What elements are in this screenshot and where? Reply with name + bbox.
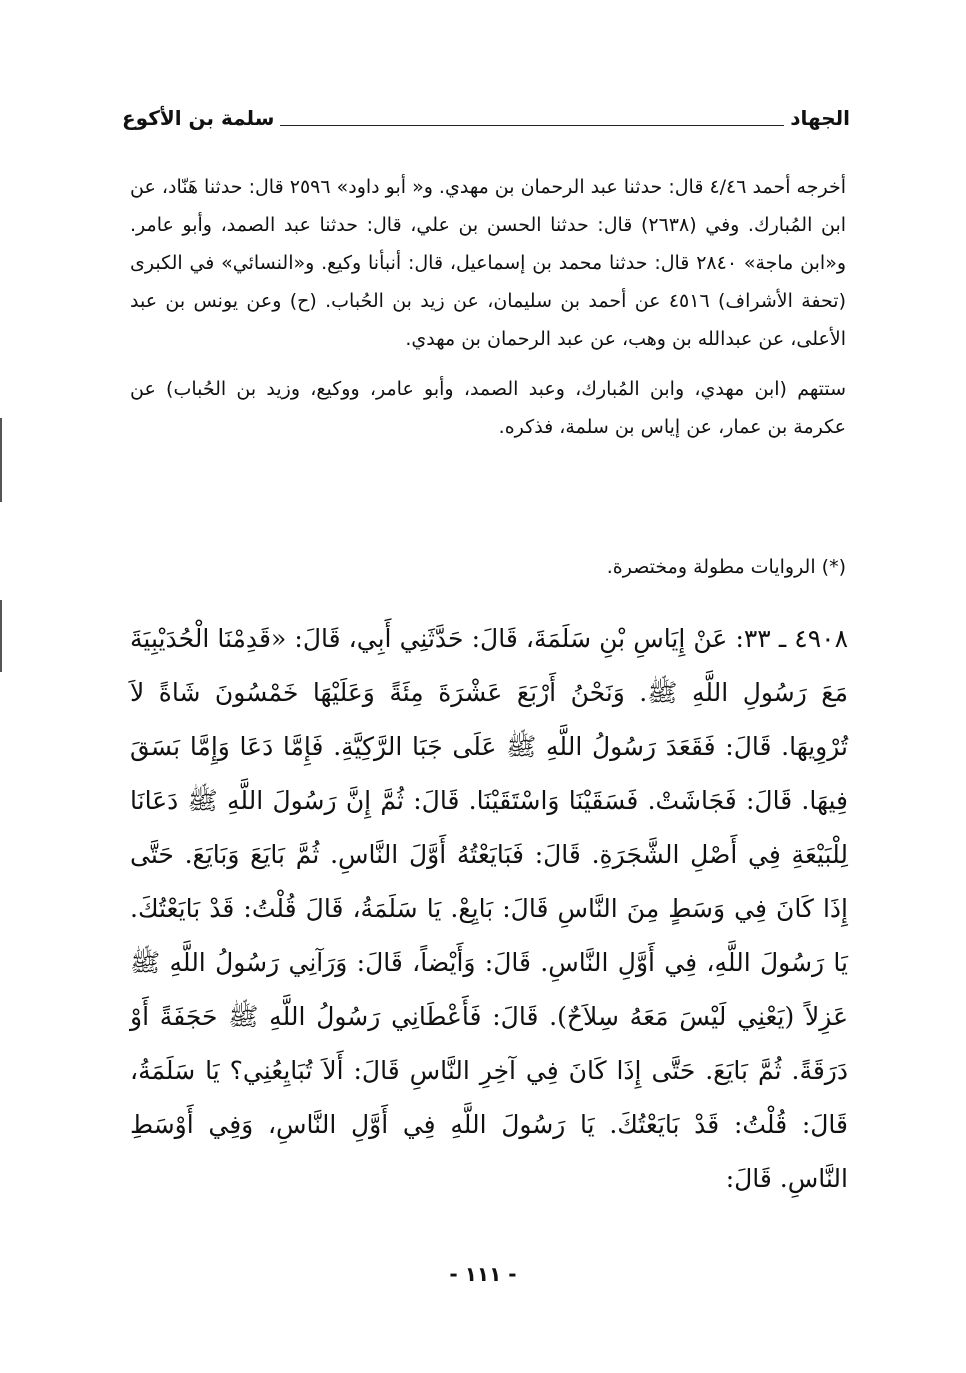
header-chapter: الجهاد: [790, 106, 850, 130]
running-header: [122, 100, 850, 136]
note: (*) الروايات مطولة ومختصرة.: [606, 556, 846, 578]
scan-margin-mark: [0, 418, 2, 502]
hadith-text: [130, 612, 848, 1206]
footnotes: [130, 168, 846, 446]
header-title: سلمة بن الأكوع: [122, 106, 275, 130]
hadith-paragraph: ٤٩٠٨ ـ ٣٣: عَنْ إِيَاسِ بْنِ سَلَمَةَ، قَالَ: حَدَّثَنِي أَبِي، قَالَ: «قَدِمْنَا الْحُدَيْبِيَةَ مَعَ رَسُولِ اللَّهِ ﷺ. وَنَحْنُ أَرْبَعَ عَشْرَةَ مِئَةً وَعَلَيْهَا خَمْسُونَ شَاةً لاَ تُرْوِيهَا. قَالَ: فَقَعَدَ رَسُولُ اللَّهِ ﷺ عَلَى جَبَا الرَّكِيَّةِ. فَإِمَّا دَعَا وَإِمَّا بَسَقَ فِيهَا. قَالَ: فَجَاشَتْ. فَسَقَيْنَا وَاسْتَقَيْنَا. قَالَ: ثُمَّ إِنَّ رَسُولَ اللَّهِ ﷺ دَعَانَا لِلْبَيْعَةِ فِي أَصْلِ الشَّجَرَةِ. قَالَ: فَبَايَعْتُهُ أَوَّلَ النَّاسِ. ثُمَّ بَايَعَ وَبَايَعَ. حَتَّى إِذَا كَانَ فِي وَسَطٍ مِنَ النَّاسِ قَالَ: بَايِعْ. يَا سَلَمَةُ، قَالَ قُلْتُ: قَدْ بَايَعْتُكَ. يَا رَسُولَ اللَّهِ، فِي أَوَّلِ النَّاسِ. قَالَ: وَأَيْضاً، قَالَ: وَرَآنِي رَسُولُ اللَّهِ ﷺ عَزِلاً (يَعْنِي لَيْسَ مَعَهُ سِلاَحٌ). قَالَ: فَأَعْطَانِي رَسُولُ اللَّهِ ﷺ حَجَفَةً أَوْ دَرَقَةً. ثُمَّ بَايَعَ. حَتَّى إِذَا كَانَ فِي آخِرِ النَّاسِ قَالَ: أَلاَ تُبَايِعُنِي؟ يَا سَلَمَةُ، قَالَ: قُلْتُ: قَدْ بَايَعْتُكَ. يَا رَسُولَ اللَّهِ فِي أَوَّلِ النَّاسِ، وَفِي أَوْسَطِ النَّاسِ. قَالَ:: [130, 624, 848, 1193]
header-rule: [280, 125, 784, 126]
scan-margin-mark: [0, 600, 2, 672]
footnote-sources: أخرجه أحمد ٤/٤٦ قال: حدثنا عبد الرحمان بن مهدي. و« أبو داود» ٢٥٩٦ قال: حدثنا هَنّاد، عن ابن المُبارك. وفي (٢٦٣٨) قال: حدثنا الحسن بن علي، قال: حدثنا عبد الصمد، وأبو عامر. و«ابن ماجة» ٢٨٤٠ قال: حدثنا محمد بن إسماعيل، قال: أنبأنا وكيع. و«النسائي» في الكبرى (تحفة الأشراف) ٤٥١٦ عن أحمد بن سليمان، عن زيد بن الحُباب. (ح) وعن يونس بن عبد الأعلى، عن عبدالله بن وهب، عن عبد الرحمان بن مهدي.: [130, 176, 847, 350]
footnote-summary: ستتهم (ابن مهدي، وابن المُبارك، وعبد الصمد، وأبو عامر، ووكيع، وزيد بن الحُباب) عن عكرمة بن عمار، عن إياس بن سلمة، فذكره.: [130, 378, 846, 438]
page-number: - ١١١ -: [449, 1262, 517, 1286]
